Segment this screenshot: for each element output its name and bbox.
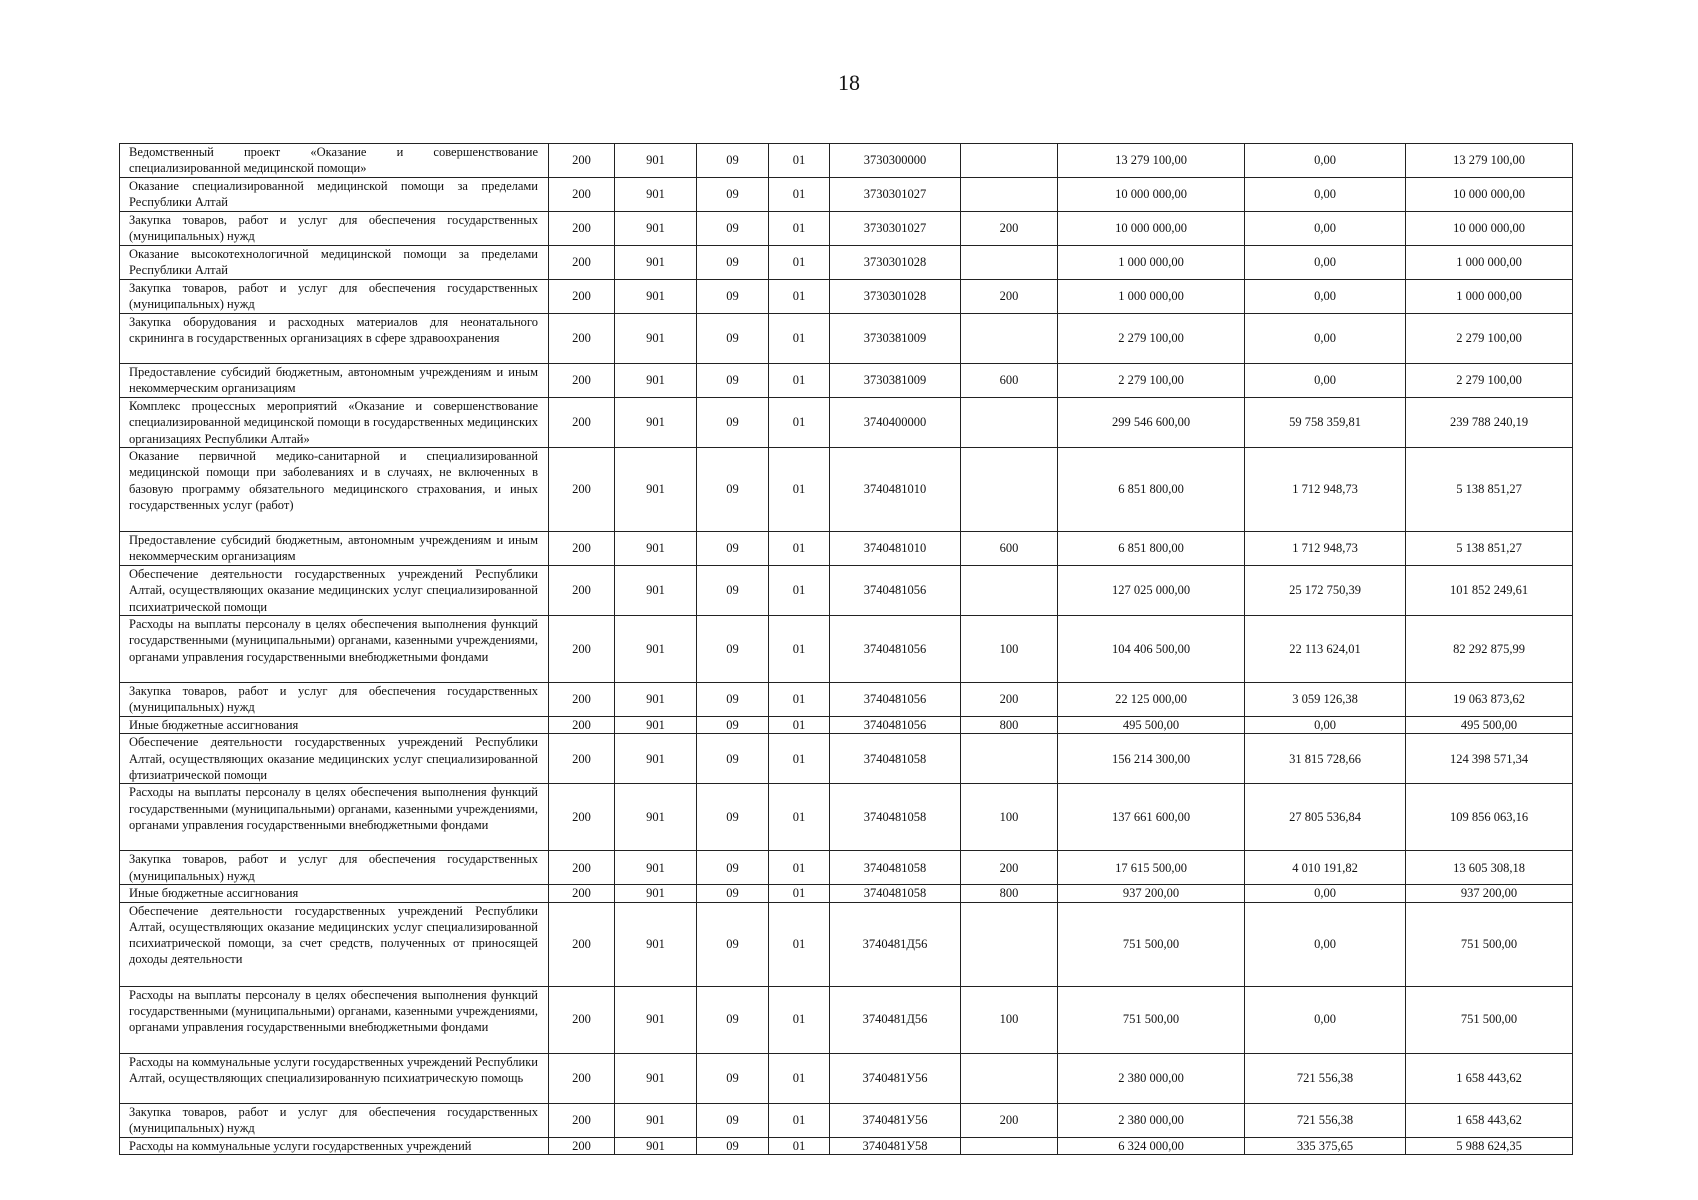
target-article-cell: 3730381009 [830, 364, 961, 398]
table-row [120, 144, 1573, 178]
approved-amount-cell: 2 279 100,00 [1058, 314, 1245, 364]
subsection-cell: 01 [769, 1053, 830, 1103]
grbs-cell: 901 [615, 986, 697, 1053]
approved-amount-cell: 137 661 600,00 [1058, 784, 1245, 851]
grbs-cell: 901 [615, 1137, 697, 1154]
grbs-cell: 901 [615, 246, 697, 280]
expense-type-cell: 100 [961, 784, 1058, 851]
remaining-amount-cell: 19 063 873,62 [1406, 683, 1573, 717]
remaining-amount-cell: 2 279 100,00 [1406, 364, 1573, 398]
grbs-cell: 901 [615, 885, 697, 902]
grbs-cell: 901 [615, 280, 697, 314]
executed-amount-cell: 335 375,65 [1245, 1137, 1406, 1154]
target-article-cell: 3740481058 [830, 784, 961, 851]
expense-type-cell: 200 [961, 280, 1058, 314]
subsection-cell: 01 [769, 398, 830, 448]
section-cell: 09 [697, 1137, 769, 1154]
section-cell: 09 [697, 683, 769, 717]
rzpr-cell: 200 [549, 280, 615, 314]
section-cell: 09 [697, 398, 769, 448]
grbs-cell: 901 [615, 314, 697, 364]
section-cell: 09 [697, 784, 769, 851]
expense-type-cell [961, 1053, 1058, 1103]
executed-amount-cell: 31 815 728,66 [1245, 734, 1406, 784]
table-row [120, 566, 1573, 616]
description-cell: Закупка товаров, работ и услуг для обеспечения государственных (муниципальных) нужд [120, 683, 549, 717]
approved-amount-cell: 2 279 100,00 [1058, 364, 1245, 398]
description-cell: Обеспечение деятельности государственных учреждений Республики Алтай, осуществляющих оказание медицинских услуг специализированной психиатрической помощи [120, 566, 549, 616]
subsection-cell: 01 [769, 280, 830, 314]
remaining-amount-cell: 82 292 875,99 [1406, 616, 1573, 683]
section-cell: 09 [697, 532, 769, 566]
subsection-cell: 01 [769, 364, 830, 398]
approved-amount-cell: 6 851 800,00 [1058, 448, 1245, 532]
target-article-cell: 3740481Д56 [830, 986, 961, 1053]
grbs-cell: 901 [615, 178, 697, 212]
remaining-amount-cell: 5 138 851,27 [1406, 532, 1573, 566]
target-article-cell: 3730301028 [830, 246, 961, 280]
rzpr-cell: 200 [549, 246, 615, 280]
subsection-cell: 01 [769, 144, 830, 178]
grbs-cell: 901 [615, 566, 697, 616]
description-cell: Предоставление субсидий бюджетным, автономным учреждениям и иным некоммерческим организациям [120, 364, 549, 398]
section-cell: 09 [697, 144, 769, 178]
section-cell: 09 [697, 178, 769, 212]
table-row [120, 851, 1573, 885]
remaining-amount-cell: 751 500,00 [1406, 902, 1573, 986]
grbs-cell: 901 [615, 717, 697, 734]
subsection-cell: 01 [769, 683, 830, 717]
table-row [120, 448, 1573, 532]
approved-amount-cell: 6 851 800,00 [1058, 532, 1245, 566]
description-cell: Расходы на коммунальные услуги государственных учреждений Республики Алтай, осуществляющих специализированную психиатрическую помощь [120, 1053, 549, 1103]
subsection-cell: 01 [769, 902, 830, 986]
remaining-amount-cell: 1 000 000,00 [1406, 280, 1573, 314]
table-row [120, 986, 1573, 1053]
remaining-amount-cell: 2 279 100,00 [1406, 314, 1573, 364]
description-cell: Закупка товаров, работ и услуг для обеспечения государственных (муниципальных) нужд [120, 851, 549, 885]
executed-amount-cell: 0,00 [1245, 314, 1406, 364]
rzpr-cell: 200 [549, 683, 615, 717]
table-row [120, 178, 1573, 212]
section-cell: 09 [697, 212, 769, 246]
grbs-cell: 901 [615, 448, 697, 532]
expense-type-cell: 600 [961, 532, 1058, 566]
executed-amount-cell: 721 556,38 [1245, 1103, 1406, 1137]
rzpr-cell: 200 [549, 314, 615, 364]
target-article-cell: 3740481056 [830, 683, 961, 717]
target-article-cell: 3740481У56 [830, 1053, 961, 1103]
rzpr-cell: 200 [549, 885, 615, 902]
subsection-cell: 01 [769, 566, 830, 616]
table-row [120, 212, 1573, 246]
expense-type-cell: 100 [961, 616, 1058, 683]
target-article-cell: 3730301028 [830, 280, 961, 314]
grbs-cell: 901 [615, 144, 697, 178]
budget-table-body [120, 144, 1573, 1155]
subsection-cell: 01 [769, 851, 830, 885]
remaining-amount-cell: 239 788 240,19 [1406, 398, 1573, 448]
rzpr-cell: 200 [549, 1053, 615, 1103]
approved-amount-cell: 299 546 600,00 [1058, 398, 1245, 448]
expense-type-cell [961, 398, 1058, 448]
expense-type-cell [961, 902, 1058, 986]
executed-amount-cell: 4 010 191,82 [1245, 851, 1406, 885]
description-cell: Расходы на коммунальные услуги государственных учреждений [120, 1137, 549, 1154]
expense-type-cell [961, 246, 1058, 280]
table-row [120, 784, 1573, 851]
table-row [120, 1103, 1573, 1137]
description-cell: Расходы на выплаты персоналу в целях обеспечения выполнения функций государственными (муниципальными) органами, казенными учреждениями, органами управления государственными внебюджетными фондами [120, 986, 549, 1053]
section-cell: 09 [697, 717, 769, 734]
remaining-amount-cell: 495 500,00 [1406, 717, 1573, 734]
expense-type-cell [961, 144, 1058, 178]
expense-type-cell [961, 566, 1058, 616]
page-number: 18 [838, 70, 860, 95]
target-article-cell: 3740481056 [830, 566, 961, 616]
rzpr-cell: 200 [549, 851, 615, 885]
table-row [120, 398, 1573, 448]
rzpr-cell: 200 [549, 178, 615, 212]
target-article-cell: 3740481010 [830, 532, 961, 566]
description-cell: Иные бюджетные ассигнования [120, 717, 549, 734]
target-article-cell: 3730301027 [830, 212, 961, 246]
rzpr-cell: 200 [549, 986, 615, 1053]
description-cell: Комплекс процессных мероприятий «Оказание и совершенствование специализированной медицинской помощи в государственных медицинских организациях Республики Алтай» [120, 398, 549, 448]
target-article-cell: 3740481010 [830, 448, 961, 532]
approved-amount-cell: 1 000 000,00 [1058, 246, 1245, 280]
section-cell: 09 [697, 734, 769, 784]
target-article-cell: 3740481058 [830, 734, 961, 784]
remaining-amount-cell: 13 279 100,00 [1406, 144, 1573, 178]
executed-amount-cell: 1 712 948,73 [1245, 532, 1406, 566]
rzpr-cell: 200 [549, 616, 615, 683]
subsection-cell: 01 [769, 1103, 830, 1137]
rzpr-cell: 200 [549, 212, 615, 246]
expense-type-cell: 100 [961, 986, 1058, 1053]
section-cell: 09 [697, 1103, 769, 1137]
description-cell: Расходы на выплаты персоналу в целях обеспечения выполнения функций государственными (муниципальными) органами, казенными учреждениями, органами управления государственными внебюджетными фондами [120, 784, 549, 851]
approved-amount-cell: 2 380 000,00 [1058, 1103, 1245, 1137]
description-cell: Оказание специализированной медицинской помощи за пределами Республики Алтай [120, 178, 549, 212]
grbs-cell: 901 [615, 734, 697, 784]
description-cell: Оказание первичной медико-санитарной и специализированной медицинской помощи при заболеваниях и в случаях, не включенных в базовую программу обязательного медицинского страхования, и иных государственных услуг (работ) [120, 448, 549, 532]
target-article-cell: 3740481058 [830, 851, 961, 885]
subsection-cell: 01 [769, 784, 830, 851]
approved-amount-cell: 104 406 500,00 [1058, 616, 1245, 683]
target-article-cell: 3740400000 [830, 398, 961, 448]
grbs-cell: 901 [615, 398, 697, 448]
remaining-amount-cell: 5 138 851,27 [1406, 448, 1573, 532]
section-cell: 09 [697, 280, 769, 314]
grbs-cell: 901 [615, 364, 697, 398]
remaining-amount-cell: 937 200,00 [1406, 885, 1573, 902]
approved-amount-cell: 751 500,00 [1058, 986, 1245, 1053]
grbs-cell: 901 [615, 1053, 697, 1103]
grbs-cell: 901 [615, 683, 697, 717]
executed-amount-cell: 27 805 536,84 [1245, 784, 1406, 851]
description-cell: Закупка товаров, работ и услуг для обеспечения государственных (муниципальных) нужд [120, 280, 549, 314]
section-cell: 09 [697, 448, 769, 532]
description-cell: Обеспечение деятельности государственных учреждений Республики Алтай, осуществляющих оказание медицинских услуг специализированной фтизиатрической помощи [120, 734, 549, 784]
section-cell: 09 [697, 314, 769, 364]
expense-type-cell [961, 178, 1058, 212]
approved-amount-cell: 156 214 300,00 [1058, 734, 1245, 784]
table-row [120, 683, 1573, 717]
expense-type-cell: 200 [961, 212, 1058, 246]
approved-amount-cell: 6 324 000,00 [1058, 1137, 1245, 1154]
target-article-cell: 3740481Д56 [830, 902, 961, 986]
expense-type-cell: 200 [961, 1103, 1058, 1137]
rzpr-cell: 200 [549, 448, 615, 532]
grbs-cell: 901 [615, 1103, 697, 1137]
executed-amount-cell: 59 758 359,81 [1245, 398, 1406, 448]
subsection-cell: 01 [769, 178, 830, 212]
approved-amount-cell: 10 000 000,00 [1058, 212, 1245, 246]
grbs-cell: 901 [615, 616, 697, 683]
approved-amount-cell: 2 380 000,00 [1058, 1053, 1245, 1103]
remaining-amount-cell: 1 658 443,62 [1406, 1053, 1573, 1103]
approved-amount-cell: 127 025 000,00 [1058, 566, 1245, 616]
executed-amount-cell: 721 556,38 [1245, 1053, 1406, 1103]
table-row [120, 717, 1573, 734]
remaining-amount-cell: 13 605 308,18 [1406, 851, 1573, 885]
executed-amount-cell: 0,00 [1245, 902, 1406, 986]
rzpr-cell: 200 [549, 717, 615, 734]
rzpr-cell: 200 [549, 1137, 615, 1154]
subsection-cell: 01 [769, 885, 830, 902]
description-cell: Закупка оборудования и расходных материалов для неонатального скрининга в государственных организациях в сфере здравоохранения [120, 314, 549, 364]
table-row [120, 1137, 1573, 1154]
rzpr-cell: 200 [549, 144, 615, 178]
remaining-amount-cell: 751 500,00 [1406, 986, 1573, 1053]
approved-amount-cell: 937 200,00 [1058, 885, 1245, 902]
description-cell: Иные бюджетные ассигнования [120, 885, 549, 902]
rzpr-cell: 200 [549, 398, 615, 448]
rzpr-cell: 200 [549, 734, 615, 784]
executed-amount-cell: 0,00 [1245, 885, 1406, 902]
table-row [120, 902, 1573, 986]
expense-type-cell: 200 [961, 851, 1058, 885]
target-article-cell: 3740481056 [830, 717, 961, 734]
executed-amount-cell: 22 113 624,01 [1245, 616, 1406, 683]
expense-type-cell: 200 [961, 683, 1058, 717]
executed-amount-cell: 3 059 126,38 [1245, 683, 1406, 717]
approved-amount-cell: 495 500,00 [1058, 717, 1245, 734]
section-cell: 09 [697, 851, 769, 885]
description-cell: Ведомственный проект «Оказание и совершенствование специализированной медицинской помощи» [120, 144, 549, 178]
subsection-cell: 01 [769, 986, 830, 1053]
description-cell: Предоставление субсидий бюджетным, автономным учреждениям и иным некоммерческим организациям [120, 532, 549, 566]
executed-amount-cell: 0,00 [1245, 144, 1406, 178]
target-article-cell: 3740481У56 [830, 1103, 961, 1137]
target-article-cell: 3740481У58 [830, 1137, 961, 1154]
table-row [120, 314, 1573, 364]
approved-amount-cell: 1 000 000,00 [1058, 280, 1245, 314]
description-cell: Обеспечение деятельности государственных учреждений Республики Алтай, осуществляющих оказание медицинских услуг специализированной психиатрической помощи, за счет средств, полученных от приносящей доходы деятельности [120, 902, 549, 986]
rzpr-cell: 200 [549, 902, 615, 986]
expense-type-cell: 600 [961, 364, 1058, 398]
expense-type-cell [961, 314, 1058, 364]
description-cell: Закупка товаров, работ и услуг для обеспечения государственных (муниципальных) нужд [120, 212, 549, 246]
expense-type-cell: 800 [961, 717, 1058, 734]
approved-amount-cell: 13 279 100,00 [1058, 144, 1245, 178]
table-row [120, 616, 1573, 683]
section-cell: 09 [697, 986, 769, 1053]
subsection-cell: 01 [769, 448, 830, 532]
target-article-cell: 3740481056 [830, 616, 961, 683]
approved-amount-cell: 751 500,00 [1058, 902, 1245, 986]
subsection-cell: 01 [769, 1137, 830, 1154]
remaining-amount-cell: 5 988 624,35 [1406, 1137, 1573, 1154]
expense-type-cell [961, 1137, 1058, 1154]
approved-amount-cell: 22 125 000,00 [1058, 683, 1245, 717]
description-cell: Закупка товаров, работ и услуг для обеспечения государственных (муниципальных) нужд [120, 1103, 549, 1137]
subsection-cell: 01 [769, 717, 830, 734]
remaining-amount-cell: 1 000 000,00 [1406, 246, 1573, 280]
remaining-amount-cell: 101 852 249,61 [1406, 566, 1573, 616]
subsection-cell: 01 [769, 734, 830, 784]
table-row [120, 885, 1573, 902]
subsection-cell: 01 [769, 532, 830, 566]
grbs-cell: 901 [615, 902, 697, 986]
table-row [120, 280, 1573, 314]
section-cell: 09 [697, 902, 769, 986]
target-article-cell: 3730301027 [830, 178, 961, 212]
executed-amount-cell: 0,00 [1245, 246, 1406, 280]
target-article-cell: 3730300000 [830, 144, 961, 178]
table-row [120, 364, 1573, 398]
grbs-cell: 901 [615, 851, 697, 885]
table-row [120, 532, 1573, 566]
rzpr-cell: 200 [549, 1103, 615, 1137]
executed-amount-cell: 0,00 [1245, 280, 1406, 314]
section-cell: 09 [697, 616, 769, 683]
approved-amount-cell: 10 000 000,00 [1058, 178, 1245, 212]
executed-amount-cell: 0,00 [1245, 986, 1406, 1053]
description-cell: Оказание высокотехнологичной медицинской помощи за пределами Республики Алтай [120, 246, 549, 280]
table-row [120, 246, 1573, 280]
description-cell: Расходы на выплаты персоналу в целях обеспечения выполнения функций государственными (муниципальными) органами, казенными учреждениями, органами управления государственными внебюджетными фондами [120, 616, 549, 683]
grbs-cell: 901 [615, 784, 697, 851]
subsection-cell: 01 [769, 246, 830, 280]
grbs-cell: 901 [615, 532, 697, 566]
remaining-amount-cell: 1 658 443,62 [1406, 1103, 1573, 1137]
executed-amount-cell: 25 172 750,39 [1245, 566, 1406, 616]
section-cell: 09 [697, 246, 769, 280]
rzpr-cell: 200 [549, 566, 615, 616]
target-article-cell: 3730381009 [830, 314, 961, 364]
executed-amount-cell: 0,00 [1245, 178, 1406, 212]
executed-amount-cell: 0,00 [1245, 717, 1406, 734]
expense-type-cell: 800 [961, 885, 1058, 902]
section-cell: 09 [697, 885, 769, 902]
subsection-cell: 01 [769, 212, 830, 246]
approved-amount-cell: 17 615 500,00 [1058, 851, 1245, 885]
executed-amount-cell: 0,00 [1245, 364, 1406, 398]
table-row [120, 1053, 1573, 1103]
remaining-amount-cell: 124 398 571,34 [1406, 734, 1573, 784]
section-cell: 09 [697, 1053, 769, 1103]
subsection-cell: 01 [769, 616, 830, 683]
expense-type-cell [961, 448, 1058, 532]
subsection-cell: 01 [769, 314, 830, 364]
grbs-cell: 901 [615, 212, 697, 246]
target-article-cell: 3740481058 [830, 885, 961, 902]
section-cell: 09 [697, 566, 769, 616]
rzpr-cell: 200 [549, 532, 615, 566]
expense-type-cell [961, 734, 1058, 784]
remaining-amount-cell: 10 000 000,00 [1406, 178, 1573, 212]
rzpr-cell: 200 [549, 784, 615, 851]
table-row [120, 734, 1573, 784]
section-cell: 09 [697, 364, 769, 398]
budget-table [119, 143, 1573, 1155]
executed-amount-cell: 1 712 948,73 [1245, 448, 1406, 532]
remaining-amount-cell: 109 856 063,16 [1406, 784, 1573, 851]
remaining-amount-cell: 10 000 000,00 [1406, 212, 1573, 246]
rzpr-cell: 200 [549, 364, 615, 398]
executed-amount-cell: 0,00 [1245, 212, 1406, 246]
